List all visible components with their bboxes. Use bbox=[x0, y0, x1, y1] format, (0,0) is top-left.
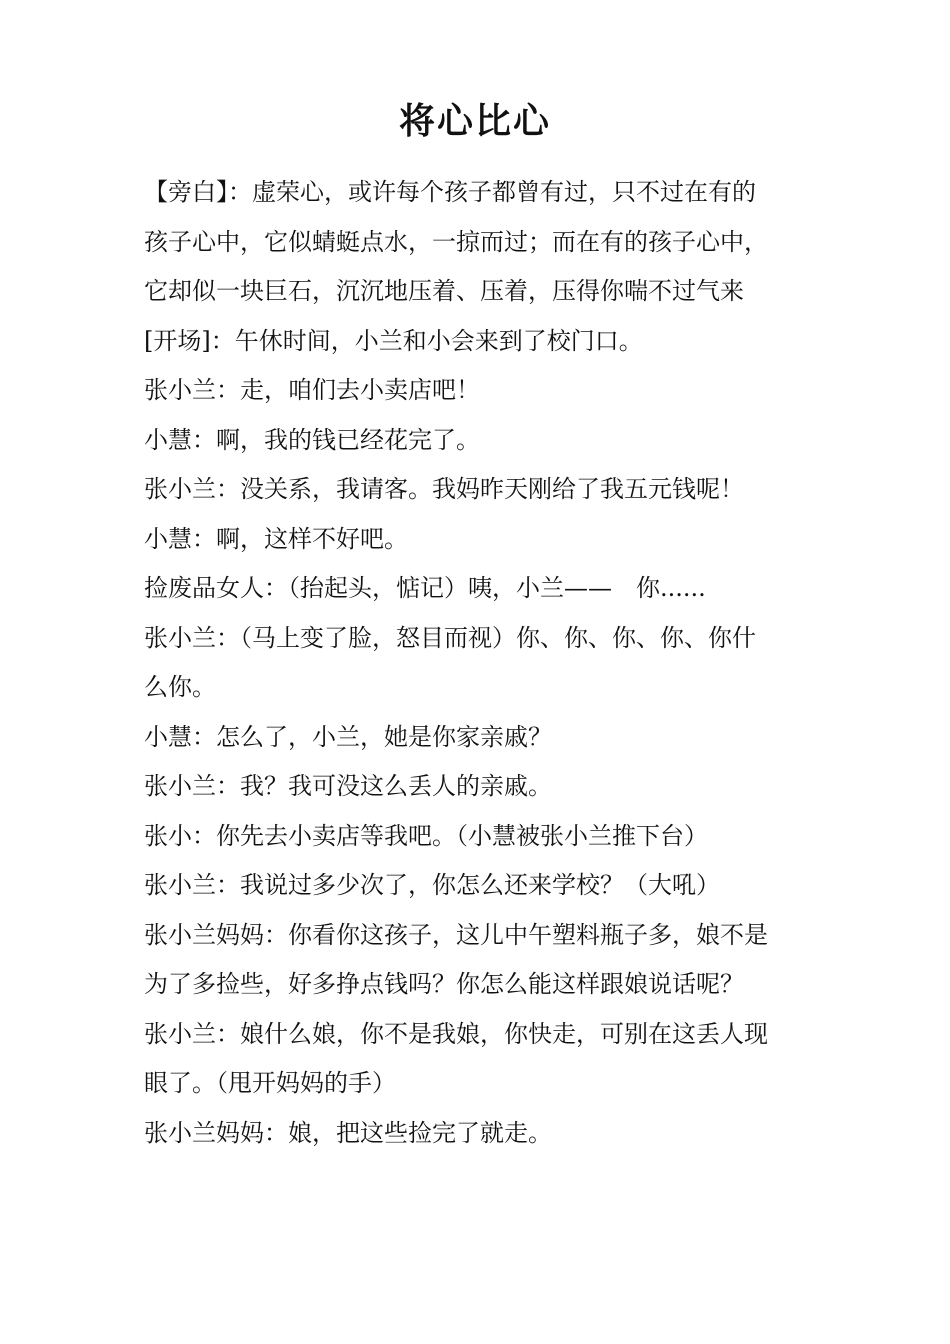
script-body bbox=[144, 168, 816, 1158]
script-line: 张小兰：（马上变了脸，怒目而视）你、你、你、你、你什 bbox=[144, 623, 756, 652]
document-title: 将心比心 bbox=[398, 100, 551, 142]
script-line: 为了多捡些，好多挣点钱吗？你怎么能这样跟娘说话呢？ bbox=[144, 970, 744, 998]
script-line: 眼了。（甩开妈妈的手） bbox=[144, 1069, 396, 1097]
script-line: 张小兰：我说过多少次了，你怎么还来学校？（大吼） bbox=[144, 871, 720, 899]
script-line: 张小兰：走，咱们去小卖店吧！ bbox=[144, 376, 480, 404]
script-line: 张小兰：娘什么娘，你不是我娘，你快走，可别在这丢人现 bbox=[144, 1019, 768, 1048]
script-line: 小慧：怎么了，小兰，她是你家亲戚？ bbox=[144, 722, 552, 751]
script-line: 张小兰：我？我可没这么丢人的亲戚。 bbox=[144, 772, 552, 800]
script-line: 小慧：啊，我的钱已经花完了。 bbox=[144, 425, 480, 454]
script-line: 张小兰妈妈：你看你这孩子，这儿中午塑料瓶子多，娘不是 bbox=[144, 920, 768, 949]
script-line: 【旁白】：虚荣心，或许每个孩子都曾有过，只不过在有的 bbox=[144, 178, 756, 206]
script-line: 孩子心中，它似蜻蜓点水，一掠而过；而在有的孩子心中， bbox=[144, 227, 768, 256]
script-line: 张小兰妈妈：娘，把这些捡完了就走。 bbox=[144, 1118, 552, 1147]
script-line: 么你。 bbox=[144, 673, 216, 701]
script-line: 捡废品女人：（抬起头，惦记）咦，小兰—— 你...... bbox=[144, 574, 706, 602]
script-line: [开场]：午休时间，小兰和小会来到了校门口。 bbox=[144, 326, 643, 355]
script-line: 张小：你先去小卖店等我吧。（小慧被张小兰推下台） bbox=[144, 821, 708, 850]
script-line: 小慧：啊，这样不好吧。 bbox=[144, 524, 408, 553]
script-line: 张小兰：没关系，我请客。我妈昨天刚给了我五元钱呢！ bbox=[144, 475, 744, 503]
script-line: 它却似一块巨石，沉沉地压着、压着，压得你喘不过气来 bbox=[144, 277, 744, 305]
